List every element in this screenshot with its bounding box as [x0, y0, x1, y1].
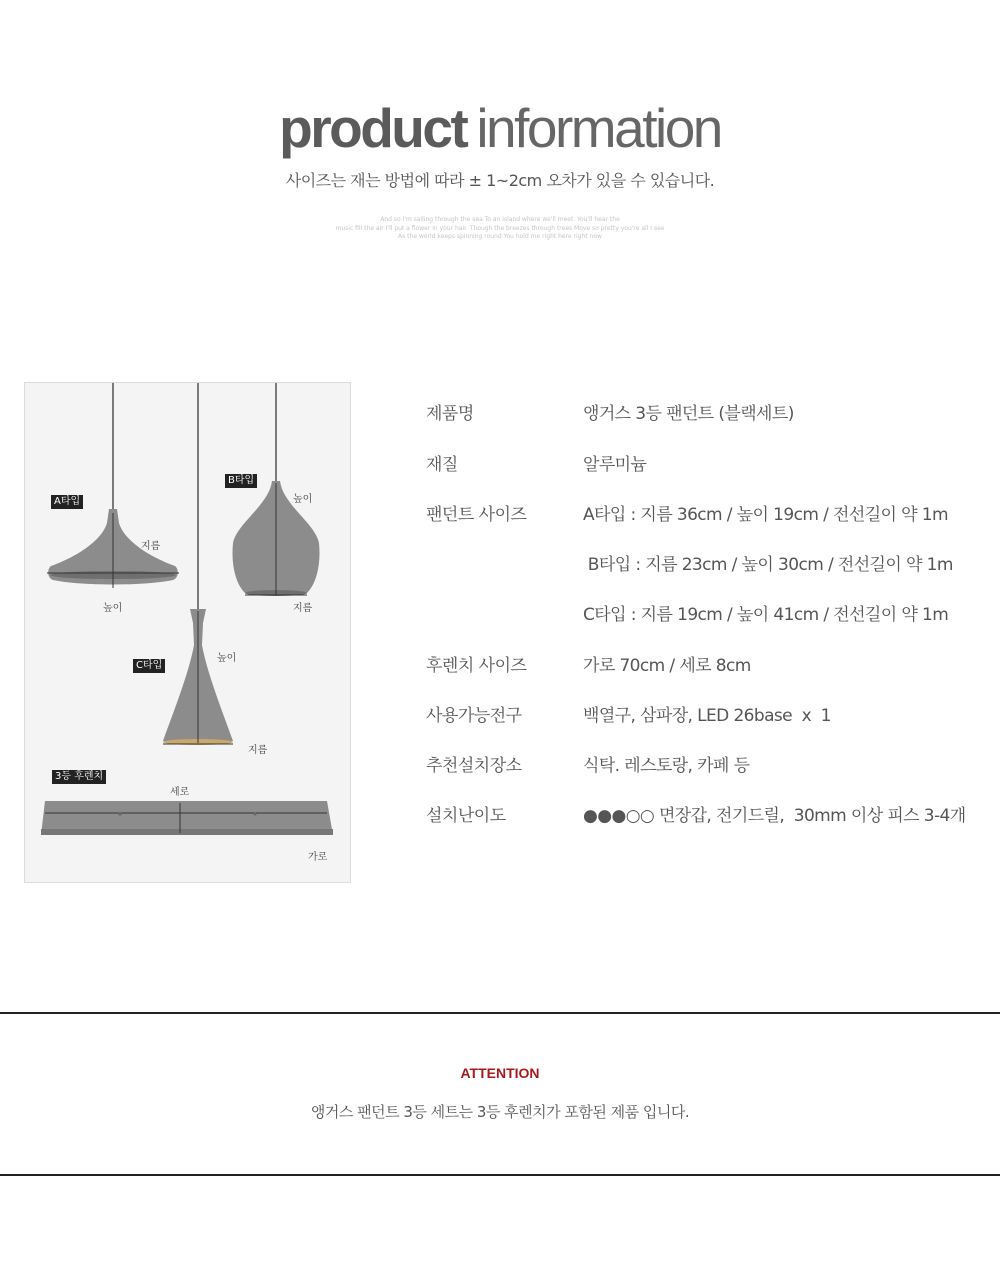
- tag-bar: 3등 후렌치: [52, 770, 106, 784]
- title-light: information: [476, 97, 721, 159]
- dim-bar-width: 가로: [308, 852, 328, 863]
- divider-top: [0, 1012, 1000, 1014]
- bar-screw: [119, 813, 122, 816]
- spec-value-name: 앵거스 3등 팬던트 (블랙세트): [583, 404, 794, 424]
- spec-label-pendant-size: 팬던트 사이즈: [426, 505, 527, 525]
- spec-label-difficulty: 설치난이도: [426, 806, 506, 826]
- spec-value-a-type: A타입 : 지름 36cm / 높이 19cm / 전선길이 약 1m: [583, 505, 948, 525]
- spec-label-bar-size: 후렌치 사이즈: [426, 656, 527, 676]
- dim-c-diameter: 지름: [248, 745, 268, 756]
- tag-c-type: C타입: [133, 659, 165, 673]
- spec-value-bar-size: 가로 70cm / 세로 8cm: [583, 656, 751, 676]
- spec-label-bulb: 사용가능전구: [426, 706, 522, 726]
- spec-value-b-type: B타입 : 지름 23cm / 높이 30cm / 전선길이 약 1m: [583, 555, 953, 575]
- tag-b-type: B타입: [225, 474, 257, 488]
- lyric-line: As the world keeps spinning round You hold me right here right now: [398, 233, 602, 240]
- title-bold: product: [279, 97, 467, 159]
- spec-value-bulb: 백열구, 삼파장, LED 26base x 1: [583, 706, 831, 726]
- dim-a-diameter: 지름: [141, 541, 161, 552]
- attention-title: ATTENTION: [460, 1065, 540, 1081]
- spec-label-location: 추천설치장소: [426, 756, 522, 776]
- attention-text: 앵거스 팬던트 3등 세트는 3등 후렌치가 포함된 제품 입니다.: [310, 1103, 690, 1121]
- spec-value-difficulty: ●●●○○ 면장갑, 전기드릴, 30mm 이상 피스 3-4개: [583, 806, 966, 826]
- page-title: [0, 98, 1000, 158]
- lamp-illustration: [25, 383, 351, 883]
- spec-label-material: 재질: [426, 455, 458, 475]
- divider-bottom: [0, 1174, 1000, 1176]
- dim-a-height: 높이: [103, 603, 123, 614]
- lyric-line: music fill the air I'll put a flower in your hair. Though the breezes through trees Move so pretty you're all I see: [335, 224, 665, 232]
- product-image: [24, 382, 351, 883]
- bar-edge: [41, 829, 333, 835]
- spec-label-name: 제품명: [426, 404, 474, 424]
- spec-value-material: 알루미늄: [583, 455, 647, 475]
- dim-b-height: 높이: [293, 494, 313, 505]
- lyric-line: And so I'm sailing through the sea To an island where we'll meet. You'll hear the: [380, 216, 620, 223]
- dim-bar-depth: 세로: [170, 787, 190, 798]
- tag-a-type: A타입: [51, 495, 83, 509]
- spec-value-location: 식탁. 레스토랑, 카페 등: [583, 756, 750, 776]
- spec-value-c-type: C타입 : 지름 19cm / 높이 41cm / 전선길이 약 1m: [583, 605, 949, 625]
- dim-b-diameter: 지름: [293, 603, 313, 614]
- decorative-lyrics: [0, 216, 1000, 242]
- size-notice: 사이즈는 재는 방법에 따라 ± 1~2cm 오차가 있을 수 있습니다.: [285, 171, 715, 190]
- dim-c-height: 높이: [217, 653, 237, 664]
- bar-screw: [254, 813, 257, 816]
